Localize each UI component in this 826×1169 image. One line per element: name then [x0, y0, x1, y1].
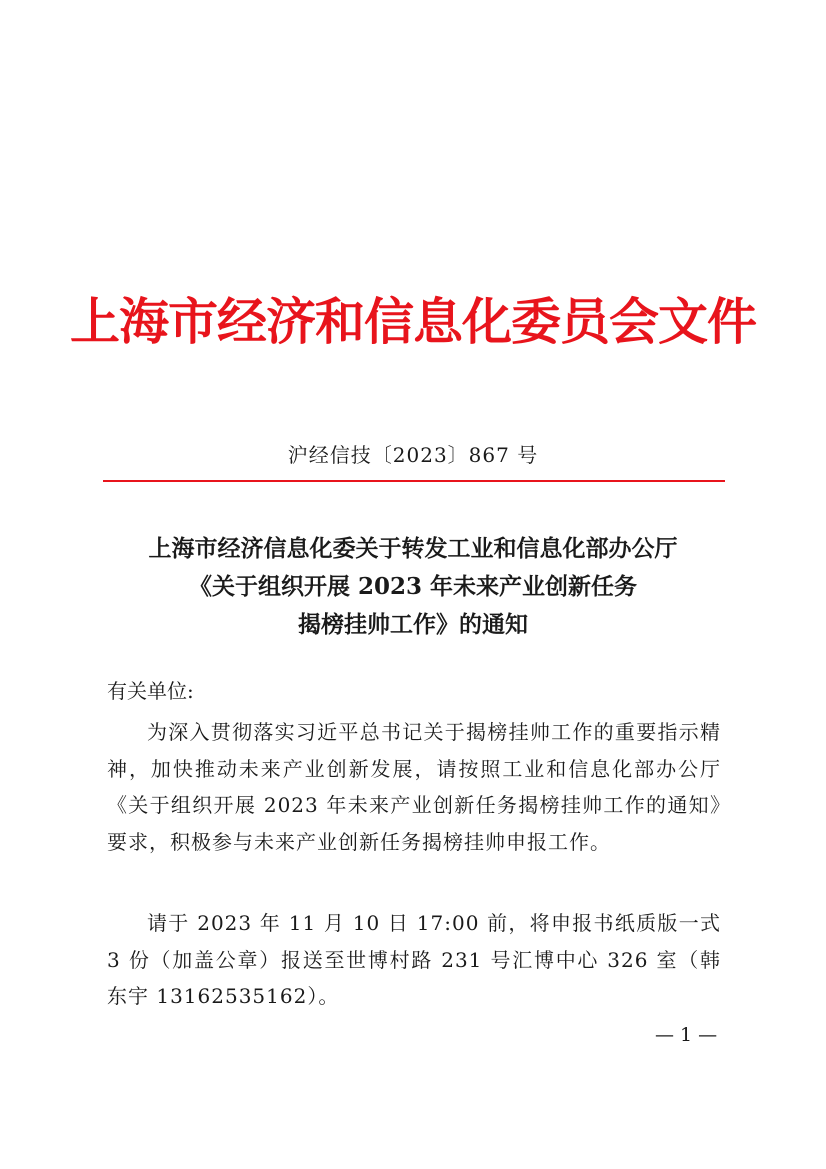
body-paragraph-text: 请于 2023 年 11 月 10 日 17:00 前，将申报书纸质版一式 3 份（加盖公章）报送至世博村路 231 号汇博中心 326 室（韩东宇 13162535162）。 [107, 911, 721, 1008]
notice-title-line: 上海市经济信息化委关于转发工业和信息化部办公厅 [148, 535, 678, 562]
notice-title-line: 《关于组织开展 2023 年未来产业创新任务 [188, 573, 638, 600]
body-paragraph-text: 为深入贯彻落实习近平总书记关于揭榜挂帅工作的重要指示精神，加快推动未来产业创新发展，请按照工业和信息化部办公厅《关于组织开展 2023 年未来产业创新任务揭榜挂帅工作的通知》要求，积极参与未来产业创新任务揭榜挂帅申报工作。 [107, 720, 721, 854]
notice-title [0, 530, 826, 644]
document-number: 沪经信技〔2023〕867 号 [287, 443, 539, 467]
notice-title-line: 揭榜挂帅工作》的通知 [298, 611, 528, 638]
body-paragraph [107, 905, 721, 1015]
page-number: — 1 — [655, 1024, 718, 1046]
body-paragraph [107, 714, 721, 860]
document-header-title: 上海市经济和信息化委员会文件 [70, 292, 756, 351]
addressee: 有关单位: [107, 679, 194, 703]
red-divider-line [103, 480, 725, 482]
